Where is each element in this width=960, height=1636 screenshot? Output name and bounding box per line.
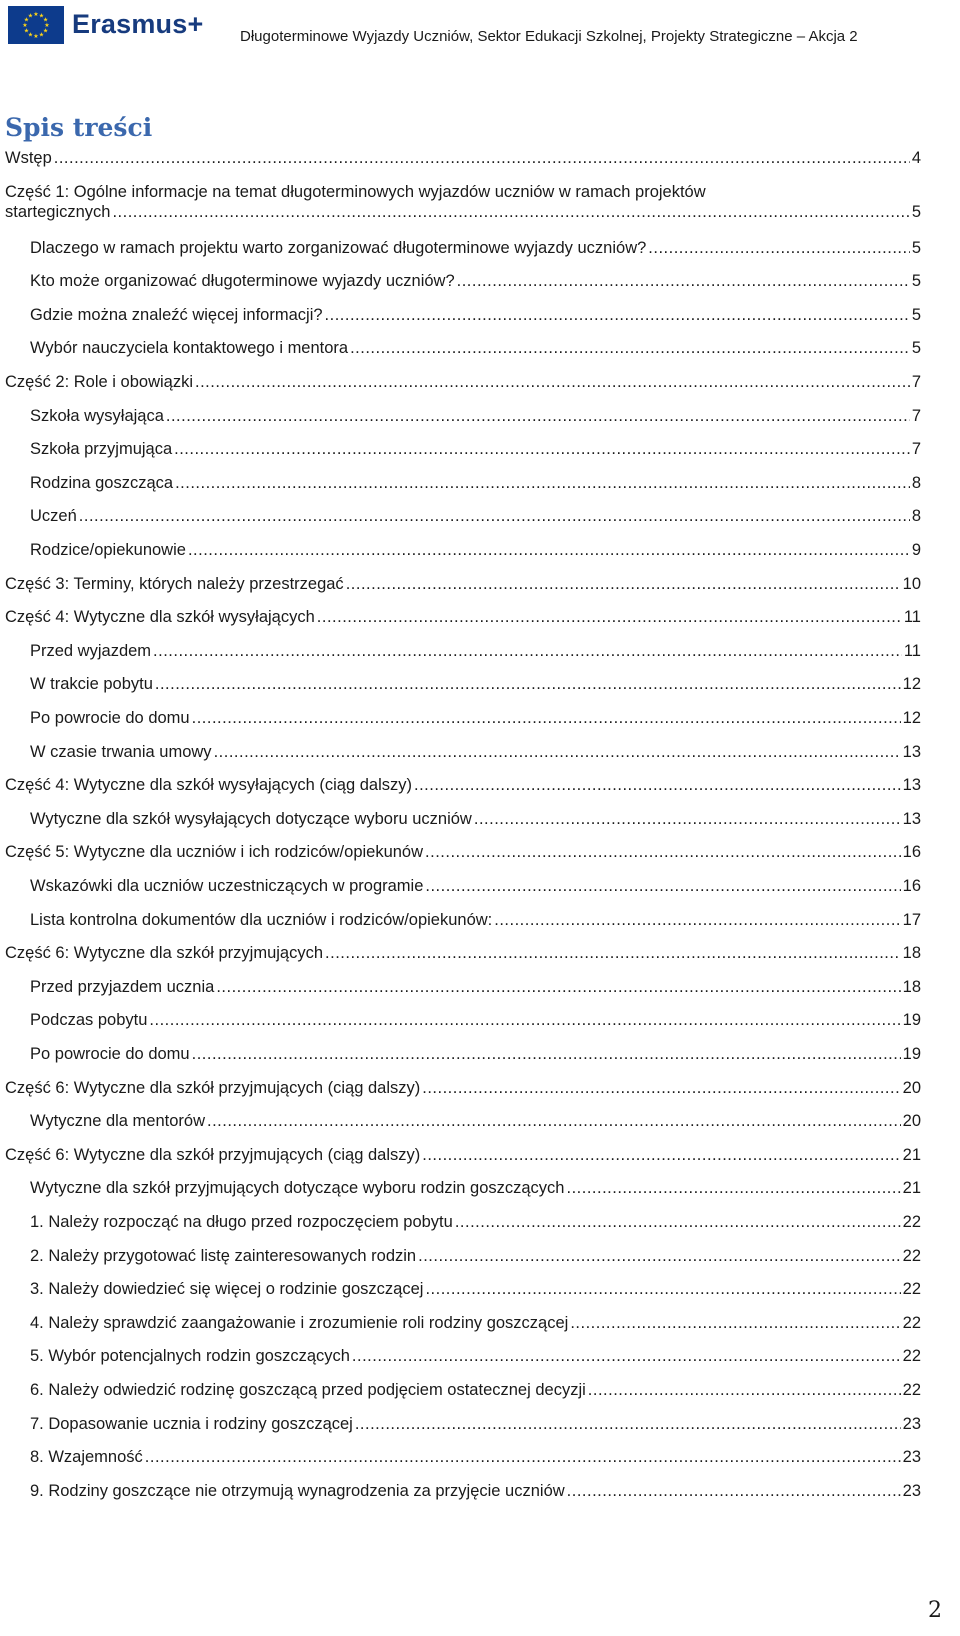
toc-entry-title: Podczas pobytu xyxy=(30,1011,148,1030)
toc-entry[interactable] xyxy=(30,708,921,728)
toc-entry-title: W trakcie pobytu xyxy=(30,675,153,694)
toc-entry[interactable] xyxy=(30,742,921,762)
toc-entry[interactable] xyxy=(5,775,921,795)
toc-entry[interactable] xyxy=(30,338,921,358)
eu-star-icon: ★ xyxy=(42,28,49,35)
toc-entry-page: 7 xyxy=(911,406,921,425)
toc-dot-leader xyxy=(175,473,910,493)
toc-entry-title: Część 6: Wytyczne dla szkół przyjmujących (ciąg dalszy) xyxy=(5,1078,421,1097)
toc-entry-title: Wytyczne dla szkół wysyłających dotyczące wyboru uczniów xyxy=(30,809,472,828)
toc-entry[interactable] xyxy=(30,1178,921,1198)
toc-dot-leader xyxy=(566,1178,900,1198)
toc-entry-title: 8. Wzajemność xyxy=(30,1448,143,1467)
toc-entry-page: 5 xyxy=(911,339,921,358)
toc-entry[interactable] xyxy=(30,305,921,325)
toc-entry-page: 5 xyxy=(911,238,921,257)
toc-entry-title: Część 6: Wytyczne dla szkół przyjmujących (ciąg dalszy) xyxy=(5,1145,421,1164)
toc-entry[interactable] xyxy=(30,674,921,694)
toc-dot-leader xyxy=(474,809,901,829)
toc-entry-title: Część 3: Terminy, których należy przestrzegać xyxy=(5,574,344,593)
eu-star-icon: ★ xyxy=(23,17,30,24)
toc-dot-leader xyxy=(149,1010,900,1030)
toc-entry[interactable] xyxy=(30,506,921,526)
eu-star-icon: ★ xyxy=(38,13,45,20)
eu-star-icon: ★ xyxy=(38,32,45,39)
toc-dot-leader xyxy=(214,742,901,762)
toc-entry-page: 16 xyxy=(902,877,921,895)
toc-entry-page: 11 xyxy=(903,641,921,660)
toc-entry-page: 18 xyxy=(902,944,921,963)
toc-entry-page: 13 xyxy=(902,742,921,761)
toc-entry[interactable] xyxy=(5,943,921,963)
toc-entry-title: Część 4: Wytyczne dla szkół wysyłających (ciąg dalszy) xyxy=(5,776,412,795)
toc-entry-page: 21 xyxy=(902,1179,921,1198)
toc-entry-page: 13 xyxy=(902,809,921,828)
page-number: 2 xyxy=(928,1598,942,1623)
page-header xyxy=(0,0,960,60)
toc-dot-leader xyxy=(153,641,902,661)
toc-entry-page: 7 xyxy=(911,373,921,391)
toc-entry-page: 20 xyxy=(902,1078,921,1097)
toc-dot-leader xyxy=(216,977,900,997)
toc-entry-page: 23 xyxy=(902,1481,921,1500)
toc-entry[interactable] xyxy=(30,1044,921,1064)
toc-entry-page: 13 xyxy=(902,776,921,795)
toc-entry-title: Szkoła przyjmująca xyxy=(30,440,173,459)
toc-heading: Spis treści xyxy=(5,113,153,142)
toc-entry-page: 21 xyxy=(902,1145,921,1164)
toc-entry-title: W czasie trwania umowy xyxy=(30,742,212,761)
toc-entry-title: Dlaczego w ramach projektu warto zorganizować długoterminowe wyjazdy uczniów? xyxy=(30,238,647,257)
toc-entry[interactable] xyxy=(30,1380,921,1400)
toc-entry-title: Część 6: Wytyczne dla szkół przyjmujących xyxy=(5,944,324,963)
toc-entry[interactable] xyxy=(30,406,921,426)
toc-dot-leader xyxy=(166,406,910,426)
toc-entry[interactable] xyxy=(5,607,921,627)
eu-star-icon: ★ xyxy=(27,13,34,20)
toc-entry-title: Wytyczne dla mentorów xyxy=(30,1112,205,1131)
toc-entry-title: Przed wyjazdem xyxy=(30,641,152,660)
eu-star-icon: ★ xyxy=(33,12,39,18)
toc-entry-title: 6. Należy odwiedzić rodzinę goszczącą przed podjęciem ostatecznej decyzji xyxy=(30,1381,586,1399)
toc-entry[interactable] xyxy=(30,1481,921,1501)
toc-entry-page: 18 xyxy=(902,977,921,996)
toc-dot-leader xyxy=(145,1447,901,1467)
toc-entry-title: Rodzice/opiekunowie xyxy=(30,541,186,559)
toc-dot-leader xyxy=(325,305,910,325)
toc-entry-title: Po powrocie do domu xyxy=(30,1045,190,1063)
toc-entry[interactable] xyxy=(30,439,921,459)
toc-entry-page: 5 xyxy=(911,272,921,291)
toc-entry-title: startegicznych xyxy=(5,202,111,221)
toc-entry-page: 10 xyxy=(902,574,921,593)
toc-entry-title: Część 2: Role i obowiązki xyxy=(5,373,193,391)
toc-entry[interactable] xyxy=(30,641,921,661)
toc-dot-leader xyxy=(112,202,909,222)
toc-entry[interactable] xyxy=(30,1313,921,1333)
toc-entry-title: Wytyczne dla szkół przyjmujących dotyczące wyboru rodzin goszczących xyxy=(30,1179,565,1198)
toc-entry-page: 7 xyxy=(911,440,921,459)
toc-entry-page: 5 xyxy=(911,202,921,221)
eu-star-icon: ★ xyxy=(42,17,49,24)
toc-entry[interactable] xyxy=(30,271,921,291)
toc-entry-title: Część 4: Wytyczne dla szkół wysyłających xyxy=(5,608,315,627)
eu-star-icon: ★ xyxy=(27,32,34,39)
toc-dot-leader xyxy=(174,439,910,459)
toc-dot-leader xyxy=(54,148,910,168)
toc-dot-leader xyxy=(425,842,901,862)
toc-entry-page: 20 xyxy=(902,1112,921,1131)
toc-dot-leader xyxy=(425,1279,900,1299)
toc-entry-title: Gdzie można znaleźć więcej informacji? xyxy=(30,305,323,324)
toc-entry-page: 19 xyxy=(902,1011,921,1030)
toc-entry[interactable] xyxy=(30,1212,921,1232)
toc-entry-page: 16 xyxy=(902,843,921,862)
toc-entry-page: 23 xyxy=(902,1448,921,1467)
toc-dot-leader xyxy=(570,1313,900,1333)
toc-entry-title: 7. Dopasowanie ucznia i rodziny goszczącej xyxy=(30,1414,353,1433)
toc-entry[interactable] xyxy=(5,372,921,392)
toc-entry[interactable] xyxy=(30,876,921,896)
eu-flag-icon xyxy=(8,6,64,44)
toc-entry[interactable] xyxy=(30,1414,921,1434)
toc-entry-page: 5 xyxy=(911,305,921,324)
toc-entry-title: Lista kontrolna dokumentów dla uczniów i rodziców/opiekunów: xyxy=(30,910,493,929)
toc-entry[interactable] xyxy=(5,1078,921,1098)
toc-entry[interactable] xyxy=(30,809,921,829)
toc-entry-page: 9 xyxy=(911,541,921,559)
toc-dot-leader xyxy=(188,540,910,560)
toc-entry-page: 22 xyxy=(902,1381,921,1399)
toc-entry[interactable] xyxy=(30,1111,921,1131)
toc-dot-leader xyxy=(457,271,910,291)
eu-star-icon: ★ xyxy=(33,34,39,40)
toc-entry-page: 22 xyxy=(902,1347,921,1366)
toc-dot-leader xyxy=(355,1414,901,1434)
toc-entry[interactable] xyxy=(30,910,921,930)
toc-entry[interactable] xyxy=(30,1010,921,1030)
toc-entry-page: 11 xyxy=(903,608,921,627)
toc-dot-leader xyxy=(352,1346,901,1366)
toc-entry[interactable] xyxy=(30,1279,921,1299)
toc-entry-page: 23 xyxy=(902,1414,921,1433)
toc-entry-title: Kto może organizować długoterminowe wyjazdy uczniów? xyxy=(30,272,455,291)
toc-entry-title: Rodzina goszcząca xyxy=(30,473,174,492)
toc-entry-title: Uczeń xyxy=(30,507,77,526)
toc-entry-page: 8 xyxy=(911,473,921,492)
toc-entry-page: 4 xyxy=(911,149,921,167)
toc-entry[interactable] xyxy=(30,540,921,560)
eu-star-icon: ★ xyxy=(23,28,30,35)
toc-entry-page: 22 xyxy=(902,1213,921,1231)
toc-entry-title: 2. Należy przygotować listę zainteresowanych rodzin xyxy=(30,1246,417,1265)
toc-entry-title: Przed przyjazdem ucznia xyxy=(30,977,215,996)
toc-entry-title: 5. Wybór potencjalnych rodzin goszczących xyxy=(30,1347,350,1366)
toc-dot-leader xyxy=(207,1111,901,1131)
toc-entry-title: 4. Należy sprawdzić zaangażowanie i zrozumienie roli rodziny goszczącej xyxy=(30,1313,569,1332)
toc-dot-leader xyxy=(325,943,901,963)
toc-entry[interactable] xyxy=(5,574,921,594)
toc-dot-leader xyxy=(155,674,901,694)
toc-entry-page: 22 xyxy=(902,1246,921,1265)
toc-dot-leader xyxy=(425,876,900,896)
toc-dot-leader xyxy=(414,775,901,795)
toc-dot-leader xyxy=(346,574,901,594)
toc-dot-leader xyxy=(192,708,901,728)
toc-dot-leader xyxy=(455,1212,901,1232)
toc-entry-title: Wskazówki dla uczniów uczestniczących w programie xyxy=(30,877,424,895)
toc-dot-leader xyxy=(567,1481,901,1501)
toc-entry[interactable] xyxy=(30,1346,921,1366)
toc-entry[interactable] xyxy=(30,1246,921,1266)
toc-entry-page: 12 xyxy=(902,709,921,727)
eu-star-icon: ★ xyxy=(44,23,50,29)
toc-entry[interactable] xyxy=(5,842,921,862)
toc-entry-title: 1. Należy rozpocząć na długo przed rozpoczęciem pobytu xyxy=(30,1213,453,1231)
toc-entry-title: Wybór nauczyciela kontaktowego i mentora xyxy=(30,339,349,358)
toc-dot-leader xyxy=(195,372,910,392)
erasmus-logo: Erasmus+ xyxy=(72,9,204,39)
toc-entry-title: 9. Rodziny goszczące nie otrzymują wynagrodzenia za przyjęcie uczniów xyxy=(30,1481,565,1500)
toc-entry-page: 12 xyxy=(902,675,921,694)
toc-entry-title: Szkoła wysyłająca xyxy=(30,406,164,425)
toc-entry-title: Wstęp xyxy=(5,149,52,167)
toc-entry-title: Po powrocie do domu xyxy=(30,709,190,727)
toc-entry[interactable] xyxy=(30,473,921,493)
toc-entry-title: 3. Należy dowiedzieć się więcej o rodzinie goszczącej xyxy=(30,1280,424,1299)
toc-dot-leader xyxy=(422,1078,900,1098)
toc-dot-leader xyxy=(317,607,902,627)
toc-entry-page: 17 xyxy=(902,910,921,929)
toc-dot-leader xyxy=(588,1380,901,1400)
header-title: Długoterminowe Wyjazdy Uczniów, Sektor Edukacji Szkolnej, Projekty Strategiczne – Akcja 2 xyxy=(240,28,858,45)
toc-entry[interactable] xyxy=(30,1447,921,1467)
toc-dot-leader xyxy=(79,506,910,526)
toc-entry[interactable] xyxy=(30,238,921,258)
toc-dot-leader xyxy=(418,1246,901,1266)
toc-entry-page: 8 xyxy=(911,507,921,526)
toc-entry[interactable] xyxy=(5,182,921,222)
toc-entry[interactable] xyxy=(5,148,921,168)
toc-entry[interactable] xyxy=(30,977,921,997)
eu-star-icon: ★ xyxy=(22,23,28,29)
toc-dot-leader xyxy=(422,1145,900,1165)
toc-dot-leader xyxy=(494,910,900,930)
toc-entry-title-line: Część 1: Ogólne informacje na temat długoterminowych wyjazdów uczniów w ramach projektów xyxy=(5,182,706,201)
toc-dot-leader xyxy=(350,338,910,358)
toc-entry[interactable] xyxy=(5,1145,921,1165)
toc-entry-title: Część 5: Wytyczne dla uczniów i ich rodziców/opiekunów xyxy=(5,843,424,862)
toc-dot-leader xyxy=(192,1044,901,1064)
toc-entry-page: 22 xyxy=(902,1280,921,1299)
toc-dot-leader xyxy=(648,238,910,258)
toc-entry-page: 22 xyxy=(902,1313,921,1332)
toc-entry-page: 19 xyxy=(902,1045,921,1063)
